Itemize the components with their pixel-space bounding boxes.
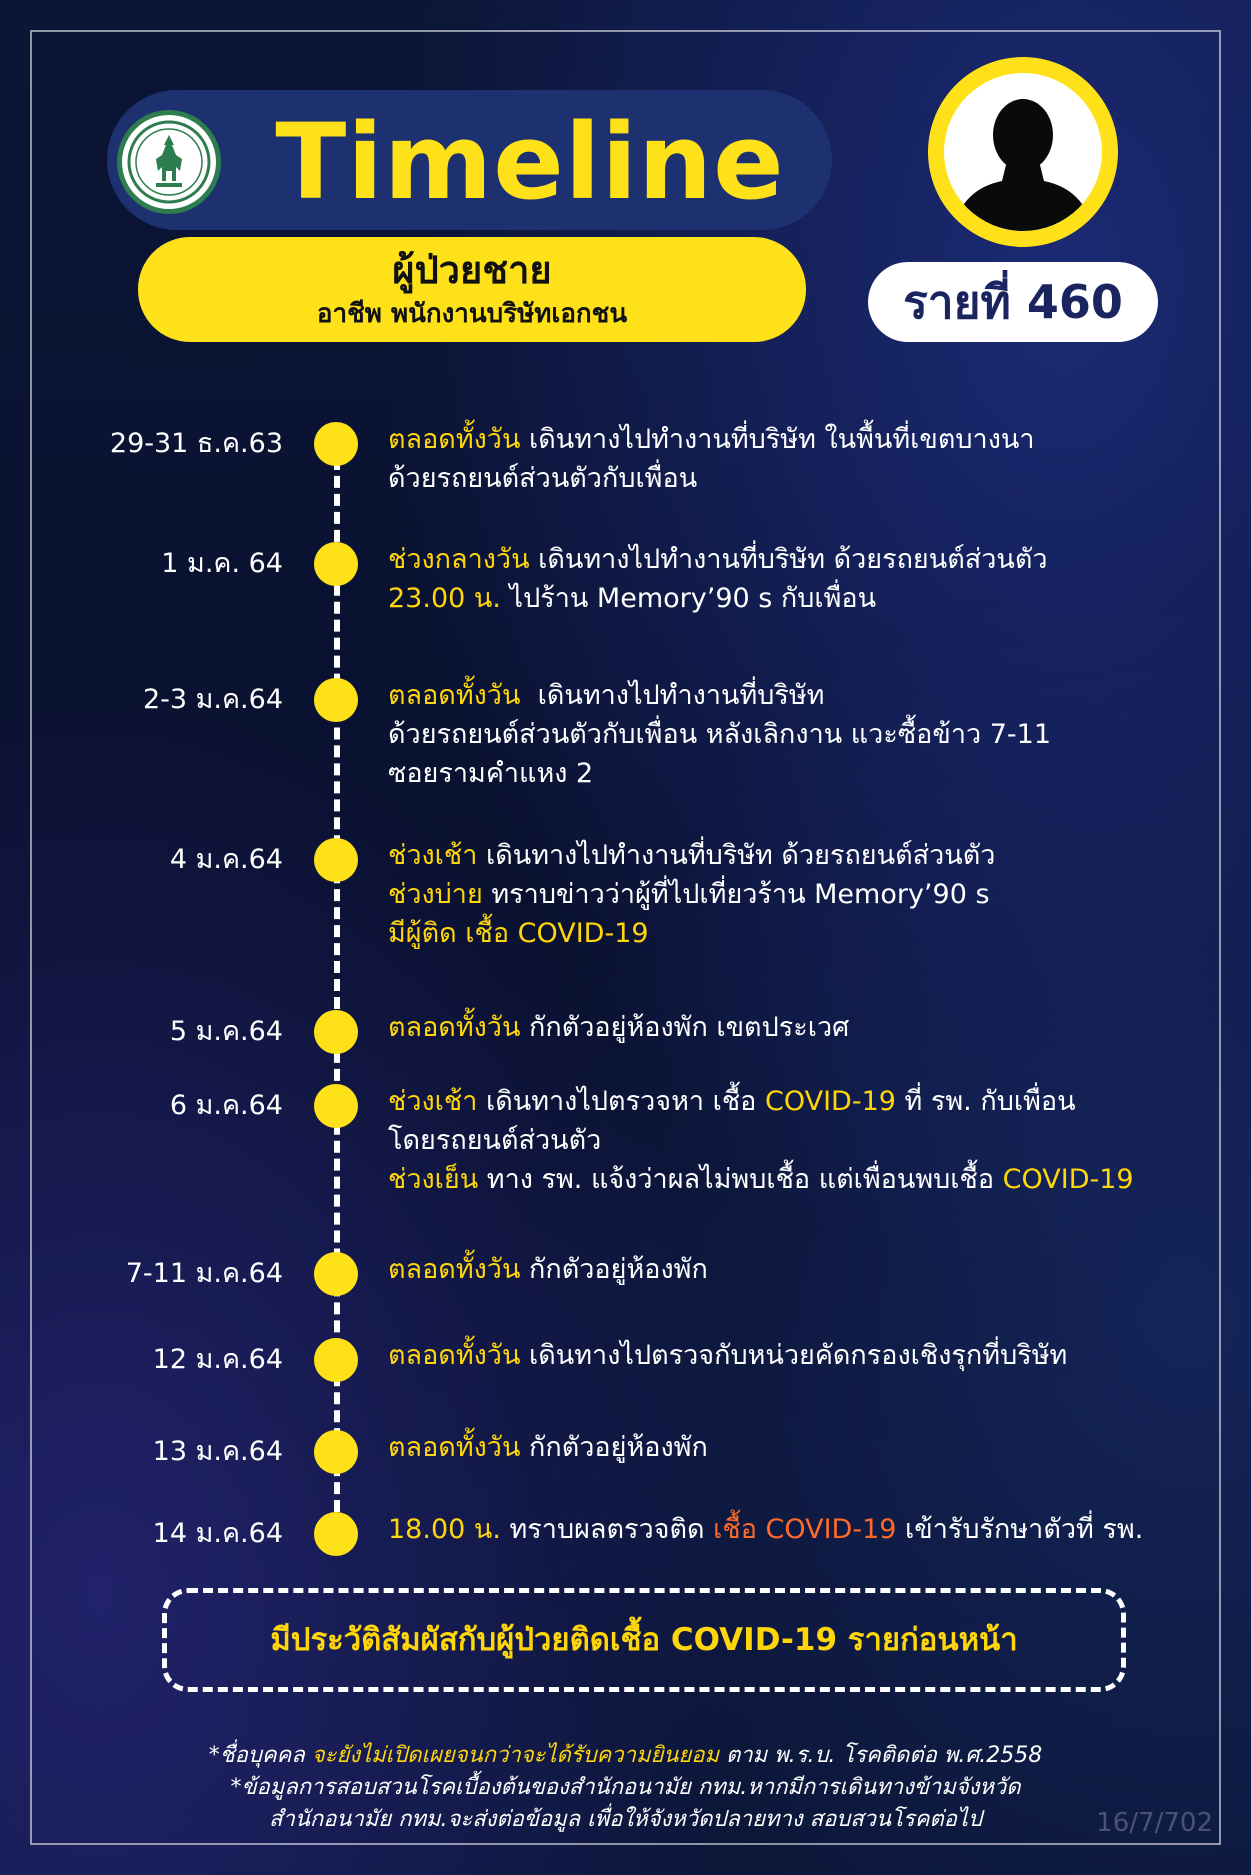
footer-line-2: *ข้อมูลการสอบสวนโรคเบื้องต้นของสำนักอนามัย กทม.หากมีการเดินทางข้ามจังหวัด xyxy=(230,1775,1021,1800)
event-text: โดยรถยนต์ส่วนตัว xyxy=(388,1125,602,1156)
event-text: เข้ารับรักษาตัวที่ รพ. xyxy=(896,1514,1144,1545)
event-text: เดินทางไปตรวจกับหน่วยคัดกรองเชิงรุกที่บริษัท xyxy=(520,1340,1068,1371)
highlight-text: 18.00 น. xyxy=(388,1514,501,1545)
event-text: เดินทางไปทำงานที่บริษัท ในพื้นที่เขตบางนา xyxy=(520,424,1035,455)
highlight-text: ตลอดทั้งวัน xyxy=(388,680,521,711)
event-date: 29-31 ธ.ค.63 xyxy=(109,428,283,459)
event-date: 12 ม.ค.64 xyxy=(152,1344,283,1375)
event-description xyxy=(388,1336,1218,1375)
avatar-inner xyxy=(944,73,1102,231)
timeline-dot xyxy=(314,838,358,882)
timeline-dot xyxy=(314,1252,358,1296)
timeline-dot xyxy=(314,542,358,586)
event-text: ซอยรามคำแหง 2 xyxy=(388,758,594,789)
event-text: เดินทางไปตรวจหา เชื้อ xyxy=(477,1086,765,1117)
silhouette-graphic xyxy=(944,73,1102,231)
event-line xyxy=(388,1250,1218,1289)
event-description xyxy=(388,836,1218,953)
event-description xyxy=(388,420,1218,498)
timeline-dot xyxy=(314,1010,358,1054)
event-line xyxy=(388,754,1218,793)
patient-gender: ผู้ป่วยชาย xyxy=(392,248,552,292)
event-text: กักตัวอยู่ห้องพัก xyxy=(520,1254,708,1285)
patient-info-banner xyxy=(138,237,806,342)
event-text: ที่ รพ. กับเพื่อน xyxy=(895,1086,1076,1117)
event-text: ทราบข่าวว่าผู้ที่ไปเที่ยวร้าน Memory’90 s xyxy=(482,879,990,910)
highlight-text: ตลอดทั้งวัน xyxy=(388,1432,521,1463)
event-line xyxy=(388,1082,1218,1121)
event-date: 14 ม.ค.64 xyxy=(152,1518,283,1549)
event-date: 4 ม.ค.64 xyxy=(169,844,283,875)
event-line xyxy=(388,914,1218,953)
highlight-text: ช่วงเย็น xyxy=(388,1164,479,1195)
event-line xyxy=(388,676,1218,715)
highlight-text: ตลอดทั้งวัน xyxy=(388,1340,521,1371)
highlight-text: COVID-19 xyxy=(1002,1164,1134,1195)
event-line xyxy=(388,1160,1218,1199)
event-line xyxy=(388,1510,1218,1549)
event-text: ด้วยรถยนต์ส่วนตัวกับเพื่อน หลังเลิกงาน แวะซื้อข้าว 7-11 xyxy=(388,719,1052,750)
footer-line-1c: ตาม พ.ร.บ. โรคติดต่อ พ.ศ.2558 xyxy=(719,1743,1043,1768)
event-text: เดินทางไปทำงานที่บริษัท ด้วยรถยนต์ส่วนตัว xyxy=(477,840,996,871)
highlight-text: ตลอดทั้งวัน xyxy=(388,1254,521,1285)
event-date: 2-3 ม.ค.64 xyxy=(142,684,283,715)
event-line xyxy=(388,875,1218,914)
contact-history-note: มีประวัติสัมผัสกับผู้ป่วยติดเชื้อ COVID-19 รายก่อนหน้า xyxy=(162,1588,1126,1692)
event-line xyxy=(388,1121,1218,1160)
case-number-badge: รายที่ 460 xyxy=(868,262,1158,342)
event-date: 1 ม.ค. 64 xyxy=(161,548,283,579)
bangkok-seal-icon xyxy=(117,110,221,214)
highlight-text: ตลอดทั้งวัน xyxy=(388,1012,521,1043)
event-date: 6 ม.ค.64 xyxy=(169,1090,283,1121)
timeline-dot xyxy=(314,422,358,466)
highlight-text: ตลอดทั้งวัน xyxy=(388,424,521,455)
footer-line-1 xyxy=(60,1740,1191,1772)
event-line xyxy=(388,1428,1218,1467)
event-description xyxy=(388,676,1218,793)
highlight-text: ช่วงเช้า xyxy=(388,1086,478,1117)
event-description xyxy=(388,1428,1218,1467)
event-text: เดินทางไปทำงานที่บริษัท xyxy=(520,680,825,711)
timeline-dot xyxy=(314,678,358,722)
event-description xyxy=(388,1082,1218,1199)
footer-line-1a: *ชื่อบุคคล xyxy=(208,1743,312,1768)
timeline-dot xyxy=(314,1430,358,1474)
page-title: Timeline xyxy=(275,101,785,223)
highlight-text: มีผู้ติด เชื้อ COVID-19 xyxy=(388,918,649,949)
highlight-text: เชื้อ COVID-19 xyxy=(713,1514,897,1545)
event-text: กักตัวอยู่ห้องพัก xyxy=(520,1432,708,1463)
highlight-text: ช่วงเช้า xyxy=(388,840,478,871)
person-silhouette-icon xyxy=(928,57,1118,247)
footer-line-1b: จะยังไม่เปิดเผยจนกว่าจะได้รับความยินยอม xyxy=(311,1743,720,1768)
event-date: 7-11 ม.ค.64 xyxy=(125,1258,283,1289)
event-description xyxy=(388,540,1218,618)
event-text: กักตัวอยู่ห้องพัก เขตประเวศ xyxy=(520,1012,850,1043)
event-line xyxy=(388,420,1218,459)
timeline-dot xyxy=(314,1512,358,1556)
event-line xyxy=(388,715,1218,754)
watermark: 16/7/702 xyxy=(1096,1808,1213,1838)
highlight-text: ช่วงบ่าย xyxy=(388,879,483,910)
event-line xyxy=(388,579,1218,618)
footer-line-3: สำนักอนามัย กทม.จะส่งต่อข้อมูล เพื่อให้จังหวัดปลายทาง สอบสวนโรคต่อไป xyxy=(269,1807,982,1832)
event-text: ไปร้าน Memory’90 s กับเพื่อน xyxy=(500,583,877,614)
event-text: ด้วยรถยนต์ส่วนตัวกับเพื่อน xyxy=(388,463,698,494)
event-text: เดินทางไปทำงานที่บริษัท ด้วยรถยนต์ส่วนตัว xyxy=(529,544,1048,575)
event-line xyxy=(388,1336,1218,1375)
event-line xyxy=(388,459,1218,498)
highlight-text: COVID-19 xyxy=(764,1086,896,1117)
event-line xyxy=(388,540,1218,579)
event-line xyxy=(388,1008,1218,1047)
event-text: ทาง รพ. แจ้งว่าผลไม่พบเชื้อ แต่เพื่อนพบเชื้อ xyxy=(478,1164,1003,1195)
event-description xyxy=(388,1008,1218,1047)
highlight-text: 23.00 น. xyxy=(388,583,501,614)
patient-occupation: อาชีพ พนักงานบริษัทเอกชน xyxy=(316,299,628,329)
event-date: 5 ม.ค.64 xyxy=(169,1016,283,1047)
event-description xyxy=(388,1250,1218,1289)
seal-graphic xyxy=(122,115,216,209)
highlight-text: ช่วงกลางวัน xyxy=(388,544,530,575)
timeline-dot xyxy=(314,1084,358,1128)
timeline-dot xyxy=(314,1338,358,1382)
event-date: 13 ม.ค.64 xyxy=(152,1436,283,1467)
event-text: ทราบผลตรวจติด xyxy=(500,1514,714,1545)
event-description xyxy=(388,1510,1218,1549)
event-line xyxy=(388,836,1218,875)
